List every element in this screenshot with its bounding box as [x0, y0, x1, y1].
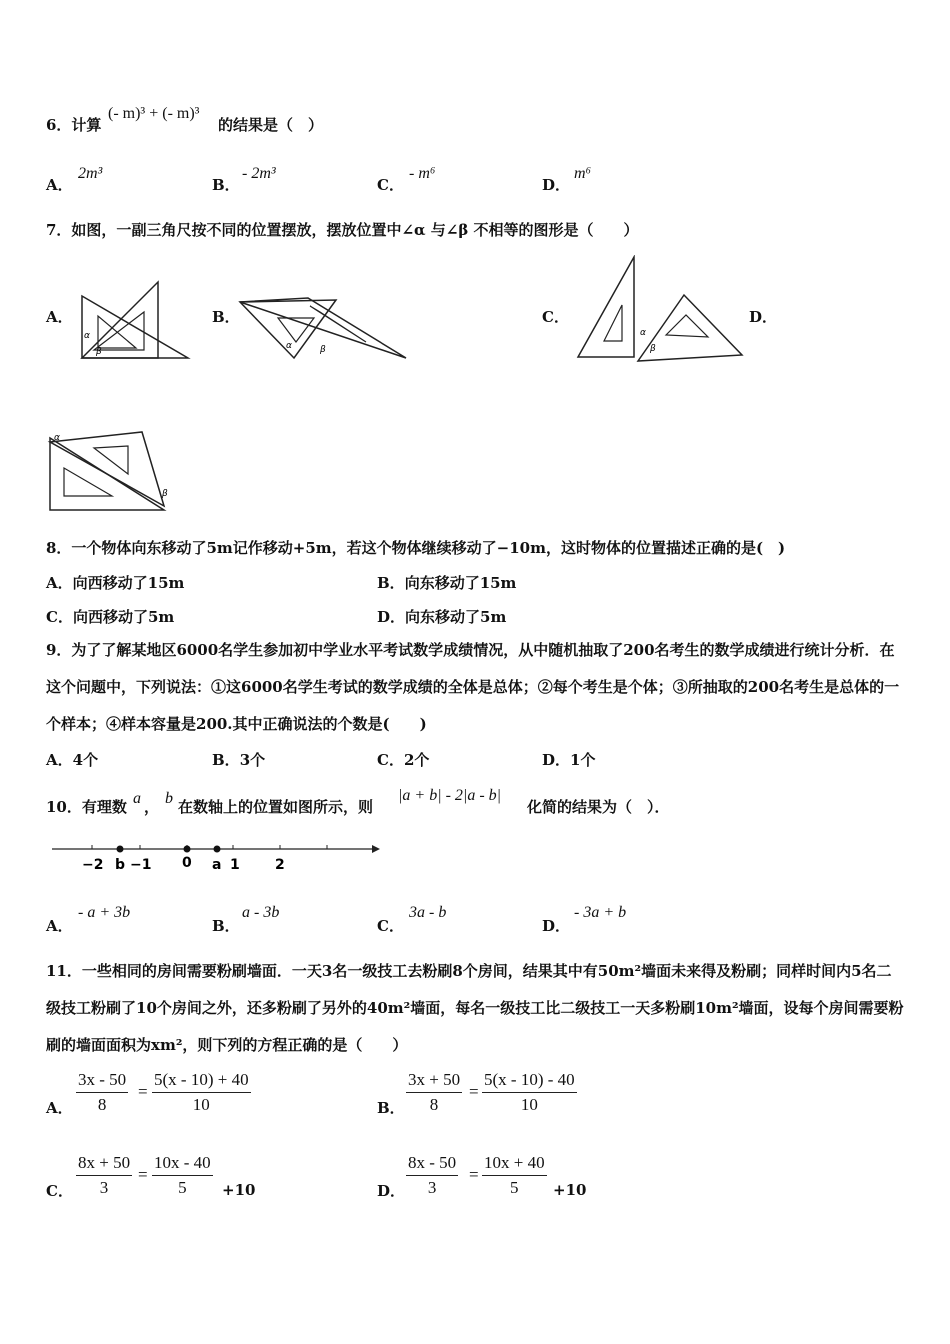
q10-var-b: b	[165, 790, 173, 807]
q10-comma: ，	[144, 798, 160, 816]
fig-b-alpha: α	[286, 341, 292, 351]
q11-a-eq: =	[138, 1082, 148, 1101]
fig-a-second-triangle	[82, 282, 158, 358]
fig-b-beta: β	[320, 345, 326, 355]
q11-b-right-fraction	[482, 1070, 577, 1115]
q7-figure-c	[574, 255, 746, 365]
point-b	[117, 846, 124, 853]
q11-a-left-fraction	[76, 1070, 128, 1115]
q9-option-b: B．3个	[212, 751, 266, 769]
q6-expr: (- m)³ + (- m)³	[108, 105, 200, 122]
q6-stem	[46, 115, 101, 135]
fig-d-right-triangle	[50, 432, 164, 506]
q10-stem-mid: 在数轴上的位置如图所示，则	[178, 798, 374, 816]
q11-d-tail: +10	[553, 1181, 587, 1199]
q11-d-left-num: 8x - 50	[406, 1153, 458, 1176]
q11-b-right-den: 10	[520, 1095, 538, 1114]
fig-d-beta: β	[162, 489, 168, 499]
q11-stem: 11．一些相同的房间需要粉刷墙面．一天3名一级技工去粉刷8个房间，结果其中有50m²墙面未来得及粉刷；同样时间内5名二级技工粉刷了10个房间之外，还多粉刷了另外的40m²墙面，每名一级技工比二级技工一天多粉刷10m²墙面，设每个房间需要粉刷的墙面面积为xm²，则下列的方程正确的是（ ）	[46, 962, 904, 1054]
axis-label-b: b	[115, 857, 126, 873]
q7-label-c: C．	[542, 308, 569, 326]
q6-expression	[108, 103, 199, 124]
q11-c-right-num: 10x - 40	[152, 1153, 213, 1176]
q11-a-left-den: 8	[97, 1095, 107, 1114]
point-a	[214, 846, 221, 853]
fig-d-alpha: α	[54, 433, 60, 443]
axis-label-neg1: −1	[130, 857, 152, 873]
q9-stem: 9．为了了解某地区6000名学生参加初中学业水平考试数学成绩情况，从中随机抽取了200名考生的数学成绩进行统计分析．在这个问题中，下列说法：①这6000名学生考试的数学成绩的全体是总体；②每个考生是个体；③所抽取的200名考生是总体的一个样本；④样本容量是200.其中正确说法的个数是( )	[46, 641, 900, 733]
q7-figure-a	[76, 278, 196, 362]
point-0	[184, 846, 191, 853]
number-line-arrow	[372, 845, 380, 853]
q11-a-left-num: 3x - 50	[76, 1070, 128, 1093]
q11-a-right-num: 5(x - 10) + 40	[152, 1070, 251, 1093]
q11-c-right-fraction	[152, 1153, 213, 1198]
q11-b-left-num: 3x + 50	[406, 1070, 462, 1093]
q9-option-c: C．2个	[377, 751, 430, 769]
q10-expr: |a + b| - 2|a - b|	[398, 787, 502, 804]
q11-b-left-fraction	[406, 1070, 462, 1115]
q9-option-a: A．4个	[46, 751, 99, 769]
q11-d-left-fraction	[406, 1153, 458, 1198]
q8-option-c: C．向西移动了5m	[46, 608, 175, 626]
q10-stem-suffix: 化简的结果为（ ）．	[527, 798, 670, 816]
q8-option-a: A．向西移动了15m	[46, 574, 185, 592]
q10-option-d-label: D．	[542, 917, 571, 935]
q10-option-b: a - 3b	[242, 904, 280, 921]
q11-b-left-den: 8	[429, 1095, 439, 1114]
axis-label-2: 2	[275, 857, 285, 873]
q10-option-c-label: C．	[377, 917, 404, 935]
q8-option-b: B．向东移动了15m	[377, 574, 517, 592]
q11-d-right-fraction	[482, 1153, 547, 1198]
q7-stem: 7．如图，一副三角尺按不同的位置摆放，摆放位置中∠α 与∠β 不相等的图形是（ ）	[46, 221, 639, 239]
q11-d-left-den: 3	[427, 1178, 437, 1197]
q6-option-d-label: D．	[542, 176, 571, 194]
q11-c-left-num: 8x + 50	[76, 1153, 132, 1176]
axis-label-a: a	[212, 857, 222, 873]
q10-stem-prefix: 10．有理数	[46, 798, 127, 816]
q11-d-right-num: 10x + 40	[482, 1153, 547, 1176]
q10-option-a-label: A．	[46, 917, 73, 935]
q11-c-right-den: 5	[178, 1178, 187, 1197]
q10-var-a: a	[133, 790, 141, 807]
q6-option-d: m⁶	[574, 165, 592, 182]
q6-option-c: - m⁶	[409, 165, 436, 182]
q11-c-left-den: 3	[99, 1178, 109, 1197]
q11-c-tail: +10	[222, 1181, 256, 1199]
q11-d-eq: =	[469, 1165, 479, 1184]
q6-option-b: - 2m³	[242, 165, 276, 182]
axis-label-0: 0	[182, 855, 192, 871]
q11-option-b-label: B．	[377, 1099, 405, 1117]
q7-label-a: A．	[46, 308, 73, 326]
q10-option-a: - a + 3b	[78, 904, 131, 921]
q11-d-right-den: 5	[510, 1178, 519, 1197]
q7-label-b: B．	[212, 308, 240, 326]
q7-label-d: D．	[749, 308, 778, 326]
q6-option-a-label: A．	[46, 176, 73, 194]
fig-c-tall-inner	[604, 305, 622, 341]
q6-stem-suffix: 的结果是（ ）	[218, 116, 324, 134]
q11-option-c-label: C．	[46, 1182, 73, 1200]
axis-label-neg2: −2	[82, 857, 104, 873]
fig-a-beta: β	[96, 347, 102, 357]
q6-option-a: 2m³	[78, 165, 103, 182]
q9-option-d: D．1个	[542, 751, 596, 769]
fig-a-alpha: α	[84, 331, 90, 341]
q11-a-right-fraction	[152, 1070, 251, 1115]
axis-label-1: 1	[230, 857, 240, 873]
fig-c-alpha: α	[640, 328, 646, 338]
q7-figure-b	[236, 290, 411, 364]
q11-option-d-label: D．	[377, 1182, 406, 1200]
q6-option-c-label: C．	[377, 176, 404, 194]
q11-option-a-label: A．	[46, 1099, 73, 1117]
fig-c-beta: β	[650, 344, 656, 354]
q11-c-eq: =	[138, 1165, 148, 1184]
q8-option-d: D．向东移动了5m	[377, 608, 507, 626]
q11-b-eq: =	[469, 1082, 479, 1101]
q11-b-right-num: 5(x - 10) - 40	[482, 1070, 577, 1093]
q10-option-b-label: B．	[212, 917, 240, 935]
q10-option-d: - 3a + b	[574, 904, 627, 921]
q10-number-line	[50, 838, 380, 874]
q7-figure-d	[46, 428, 186, 514]
q6-option-b-label: B．	[212, 176, 240, 194]
q11-c-left-fraction	[76, 1153, 132, 1198]
q10-option-c: 3a - b	[409, 904, 447, 921]
q8-stem: 8．一个物体向东移动了5m记作移动+5m，若这个物体继续移动了−10m，这时物体的位置描述正确的是( )	[46, 539, 786, 557]
q11-a-right-den: 10	[192, 1095, 210, 1114]
fig-c-right-inner	[666, 315, 708, 337]
q6-stem-prefix: 6．计算	[46, 116, 102, 134]
fig-c-tall-triangle	[578, 257, 634, 357]
